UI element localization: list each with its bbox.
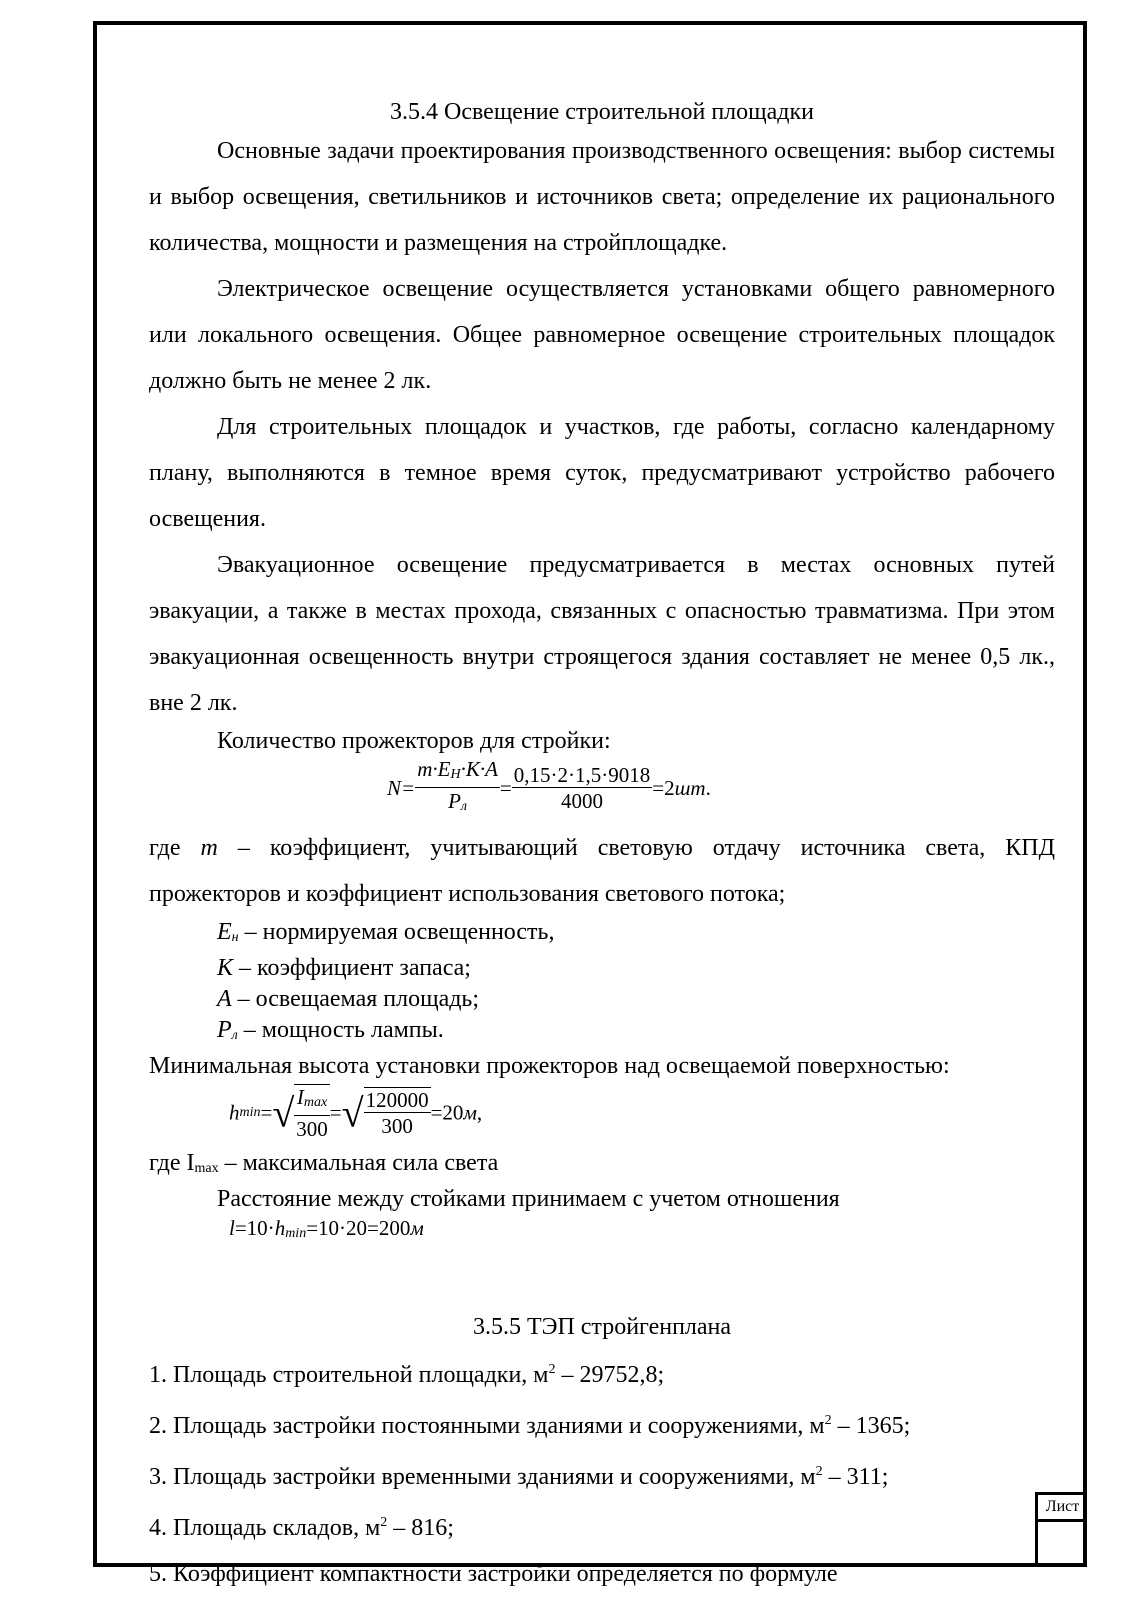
paragraph-design-tasks: Основные задачи проектирования производственного освещения: выбор системы и выбор освещения, светильников и источников света; определение их рационального количества, мощности и размещения на стройплощадке.	[149, 138, 1055, 256]
section-heading-lighting: 3.5.4 Освещение строительной площадки	[390, 99, 814, 125]
formula-min-height: hmin=√ $\frac{Imax}{300}$ =√ $\frac{120000}{300}$ =20м,	[229, 1085, 483, 1141]
min-height-intro: Минимальная высота установки прожекторов над освещаемой поверхностью:	[149, 1053, 950, 1079]
definition-k: K – коэффициент запаса;	[217, 955, 471, 981]
formula-n-result: =2	[652, 776, 675, 800]
formula-n-lhs: N=	[387, 776, 416, 800]
sheet-label: Лист	[1038, 1495, 1087, 1522]
formula-n-fraction-1: $\frac{m\cdot EН\cdot K\cdot A}{Pл}$	[417, 757, 498, 814]
paragraph-evacuation-lighting: Эвакуационное освещение предусматривается в местах основных путей эвакуации, а также в местах прохода, связанных с опасностью травматизма. При этом эвакуационная освещенность внутри строящегося здания составляет не менее 0,5 лк., вне 2 лк.	[149, 552, 1055, 716]
formula-n-unit: шт	[674, 776, 706, 800]
section-heading-tep: 3.5.5 ТЭП стройгенплана	[472, 1314, 732, 1340]
distance-intro: Расстояние между стойками принимаем с учетом отношения	[217, 1186, 840, 1212]
definition-imax: где Imax – максимальная сила света	[149, 1150, 499, 1176]
formula-distance: l=10·hmin=10·20=200м	[229, 1216, 424, 1241]
paragraph-electric-lighting: Электрическое освещение осуществляется установками общего равномерного или локального освещения. Общее равномерное освещение строительных площадок должно быть не менее 2 лк.	[149, 276, 1055, 394]
definition-a: A – освещаемая площадь;	[217, 986, 480, 1012]
formula-h-fraction-1: $\frac{Imax}{300}$	[296, 1085, 328, 1141]
paragraph-work-lighting: Для строительных площадок и участков, где работы, согласно календарному плану, выполняются в темное время суток, предусматривают устройство рабочего освещения.	[149, 414, 1055, 532]
definition-en: Eн – нормируемая освещенность,	[217, 919, 555, 945]
formula-n-fraction-2: $\frac{0,15\cdot 2\cdot 1,5\cdot 9018}{4000}$	[513, 763, 651, 813]
projector-count-intro: Количество прожекторов для стройки:	[217, 728, 611, 754]
list-item: 4. Площадь складов, $м^2 - 816$;	[149, 1515, 454, 1541]
list-item: 3. Площадь застройки временными зданиями и сооружениями, $м^2 - 311$;	[149, 1464, 889, 1490]
list-item: 1. Площадь строительной площадки, $м^2 - 29752,8$;	[149, 1362, 665, 1388]
sqrt-icon: √	[272, 1090, 295, 1136]
formula-h-fraction-2: $\frac{120000}{300}$	[365, 1088, 429, 1138]
formula-projector-count: N= $\frac{m\cdot EН\cdot K\cdot A}{Pл}$ = $\frac{0,15\cdot 2\cdot 1,5\cdot 9018}{4000}$ =2шт.	[149, 757, 1055, 825]
document-content	[149, 96, 1055, 1597]
list-item: 2. Площадь застройки постоянными зданиями и сооружениями, $м^2 - 1365$;	[149, 1413, 911, 1439]
list-item: 5. Коэффициент компактности застройки определяется по формуле	[149, 1561, 838, 1587]
sqrt-icon: √	[341, 1090, 364, 1136]
definition-pl: Pл – мощность лампы.	[217, 1017, 444, 1043]
definition-m: где m – коэффициент, учитывающий световую отдачу источника света, КПД прожекторов и коэффициент использования светового потока;	[149, 835, 1055, 907]
